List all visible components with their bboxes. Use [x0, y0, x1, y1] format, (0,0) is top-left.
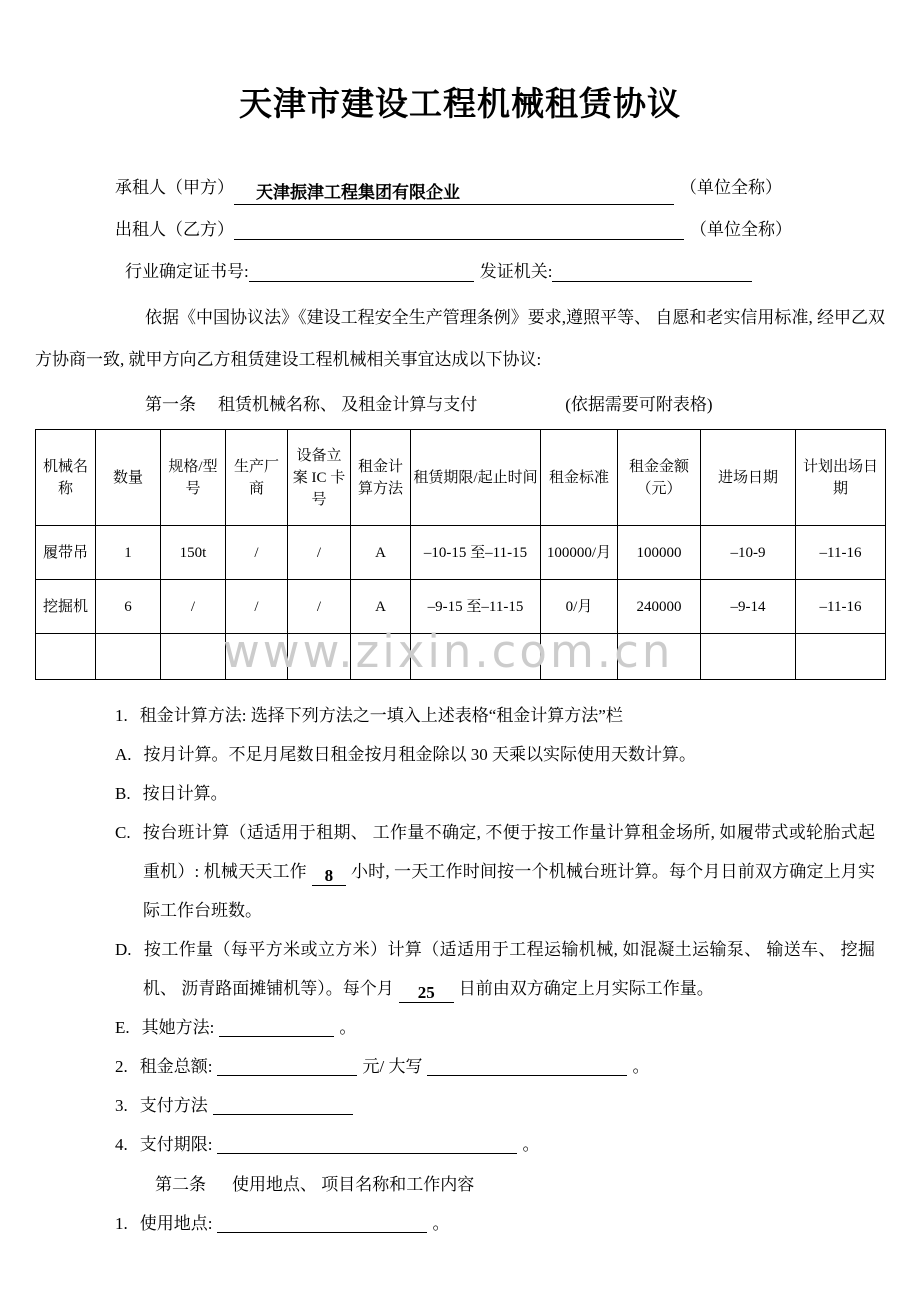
clause-d-workload [115, 930, 875, 1008]
table-row-excavator [36, 580, 886, 634]
table-row-empty [36, 634, 886, 680]
clause-text: 按日计算。 [142, 784, 228, 803]
cell-entry-date: –9-14 [701, 580, 796, 634]
cell-rent-method: A [351, 526, 411, 580]
lessor-label: 出租人（乙方） [115, 220, 234, 239]
certificate-label: 行业确定证书号: [125, 262, 249, 281]
payment-term-fill-line [217, 1134, 517, 1154]
clause-number: 3. [115, 1096, 128, 1115]
clause-text: 租金计算方法: 选择下列方法之一填入上述表格“租金计算方法”栏 [139, 706, 623, 725]
cell-rent-amount: 240000 [618, 580, 701, 634]
cell-rent-method: A [351, 580, 411, 634]
cell-rent-standard: 100000/月 [541, 526, 618, 580]
table-header-row [36, 430, 886, 526]
clause-2-total-rent [115, 1047, 875, 1086]
cell-empty [541, 634, 618, 680]
machinery-table-wrap [35, 429, 885, 680]
lessee-fill-line [234, 181, 674, 205]
clause-location [115, 1204, 875, 1243]
clause-text: 按工作量（每平方米或立方米）计算（适适用于工程运输机械, 如混凝土运输泵、 输送车、 挖掘机、 沥青路面摊铺机等）。每个月 [143, 940, 875, 998]
clause-number: E. [115, 1018, 130, 1037]
other-method-fill-line [219, 1017, 334, 1037]
cell-empty [411, 634, 541, 680]
article2-title: 使用地点、 项目名称和工作内容 [232, 1175, 475, 1194]
clause-text: 。 [632, 1057, 650, 1076]
clause-number: 2. [115, 1057, 128, 1076]
article1-label: 第一条 [145, 395, 196, 414]
clause-text: 支付方法 [139, 1096, 208, 1115]
total-rent-words-fill-line [427, 1056, 627, 1076]
cell-empty [796, 634, 886, 680]
clause-number: B. [115, 784, 131, 803]
cell-ic-card: / [288, 580, 351, 634]
location-fill-line [217, 1213, 427, 1233]
cell-machine-name: 挖掘机 [36, 580, 96, 634]
cell-rent-period: –9-15 至–11-15 [411, 580, 541, 634]
cell-empty [351, 634, 411, 680]
clause-text: 。 [522, 1135, 540, 1154]
cell-manufacturer: / [226, 580, 288, 634]
total-rent-fill-line [217, 1056, 357, 1076]
day-fill-line: 25 [399, 983, 454, 1003]
cell-empty [96, 634, 161, 680]
cell-empty [288, 634, 351, 680]
clause-a-monthly [115, 735, 875, 774]
clause-text: 支付期限: [139, 1135, 213, 1154]
clause-1-rent-method [115, 696, 875, 735]
lessee-line [115, 167, 885, 209]
cell-rent-standard: 0/月 [541, 580, 618, 634]
clause-b-daily [115, 774, 875, 813]
col-header-rent-method: 租金计算方法 [351, 430, 411, 526]
cell-spec-model: / [161, 580, 226, 634]
clause-text: 按台班计算（适适用于租期、 工作量不确定, 不便于按工作量计算租金场所, 如履带式或轮胎式起重机）: 机械天天工作 [142, 823, 875, 881]
clause-c-shift [115, 813, 875, 930]
cell-exit-date: –11-16 [796, 580, 886, 634]
cell-empty [36, 634, 96, 680]
article1-title: 租赁机械名称、 及租金计算与支付 [218, 395, 478, 414]
unit-suffix-label: （单位全称） [690, 220, 792, 239]
issuer-fill-line [552, 258, 752, 282]
clause-4-payment-term [115, 1125, 875, 1164]
col-header-entry-date: 进场日期 [701, 430, 796, 526]
unit-suffix-label: （单位全称） [680, 178, 782, 197]
cell-rent-period: –10-15 至–11-15 [411, 526, 541, 580]
clause-text: 其她方法: [141, 1018, 215, 1037]
clause-e-other [115, 1008, 875, 1047]
clause-3-payment-method [115, 1086, 875, 1125]
article2-label: 第二条 [155, 1175, 206, 1194]
col-header-quantity: 数量 [96, 430, 161, 526]
hours-fill-line: 8 [312, 866, 346, 886]
clause-number: 1. [115, 706, 128, 725]
clause-number: 4. [115, 1135, 128, 1154]
cell-empty [701, 634, 796, 680]
clause-text: 使用地点: [139, 1214, 213, 1233]
clause-number: C. [115, 823, 131, 842]
clause-text: 。 [432, 1214, 450, 1233]
clause-text: 小时, 一天工作时间按一个机械台班计算。每个月日前双方确定上月实际工作台班数。 [143, 862, 875, 920]
certificate-fill-line [249, 258, 474, 282]
clause-text: 租金总额: [139, 1057, 213, 1076]
cell-rent-amount: 100000 [618, 526, 701, 580]
clause-number: 1. [115, 1214, 128, 1233]
cell-quantity: 1 [96, 526, 161, 580]
cell-empty [618, 634, 701, 680]
clause-number: D. [115, 940, 132, 959]
clause-text: 。 [339, 1018, 357, 1037]
cell-ic-card: / [288, 526, 351, 580]
article2-heading [115, 1165, 875, 1204]
clause-text: 日前由双方确定上月实际工作量。 [458, 979, 714, 998]
col-header-manufacturer: 生产厂商 [226, 430, 288, 526]
preamble-paragraph: 依据《中国协议法》《建设工程安全生产管理条例》要求,遵照平等、 自愿和老实信用标准, 经甲乙双方协商一致, 就甲方向乙方租赁建设工程机械相关事宜达成以下协议: [35, 308, 885, 369]
issuer-label: 发证机关: [479, 262, 553, 281]
cell-machine-name: 履带吊 [36, 526, 96, 580]
lessor-line [115, 209, 885, 251]
article1-heading [145, 390, 885, 415]
lessor-fill-line [234, 216, 684, 240]
clauses-section [115, 696, 875, 1243]
cell-exit-date: –11-16 [796, 526, 886, 580]
cell-spec-model: 150t [161, 526, 226, 580]
col-header-machine-name: 机械名称 [36, 430, 96, 526]
cell-empty [226, 634, 288, 680]
cell-quantity: 6 [96, 580, 161, 634]
watermark-text: www.zixin.com.cn [223, 625, 674, 678]
table-row-crawler-crane [36, 526, 886, 580]
col-header-rent-standard: 租金标准 [541, 430, 618, 526]
col-header-rent-period: 租赁期限/起止时间 [411, 430, 541, 526]
cell-manufacturer: / [226, 526, 288, 580]
lessee-label: 承租人（甲方） [115, 178, 234, 197]
col-header-ic-card: 设备立案 IC 卡号 [288, 430, 351, 526]
article1-note: (依据需要可附表格) [565, 395, 713, 414]
cell-empty [161, 634, 226, 680]
document-title: 天津市建设工程机械租赁协议 [239, 87, 681, 123]
payment-method-fill-line [213, 1095, 353, 1115]
clause-number: A. [115, 745, 132, 764]
clause-text: 按月计算。不足月尾数日租金按月租金除以 30 天乘以实际使用天数计算。 [143, 745, 697, 764]
col-header-spec-model: 规格/型号 [161, 430, 226, 526]
lessee-value: 天津振津工程集团有限企业 [256, 183, 460, 202]
cell-entry-date: –10-9 [701, 526, 796, 580]
certificate-line [125, 251, 885, 293]
col-header-exit-date: 计划出场日期 [796, 430, 886, 526]
party-block [115, 167, 885, 293]
machinery-table [35, 429, 886, 680]
col-header-rent-amount: 租金金额（元） [618, 430, 701, 526]
clause-text: 元/ 大写 [362, 1057, 423, 1076]
